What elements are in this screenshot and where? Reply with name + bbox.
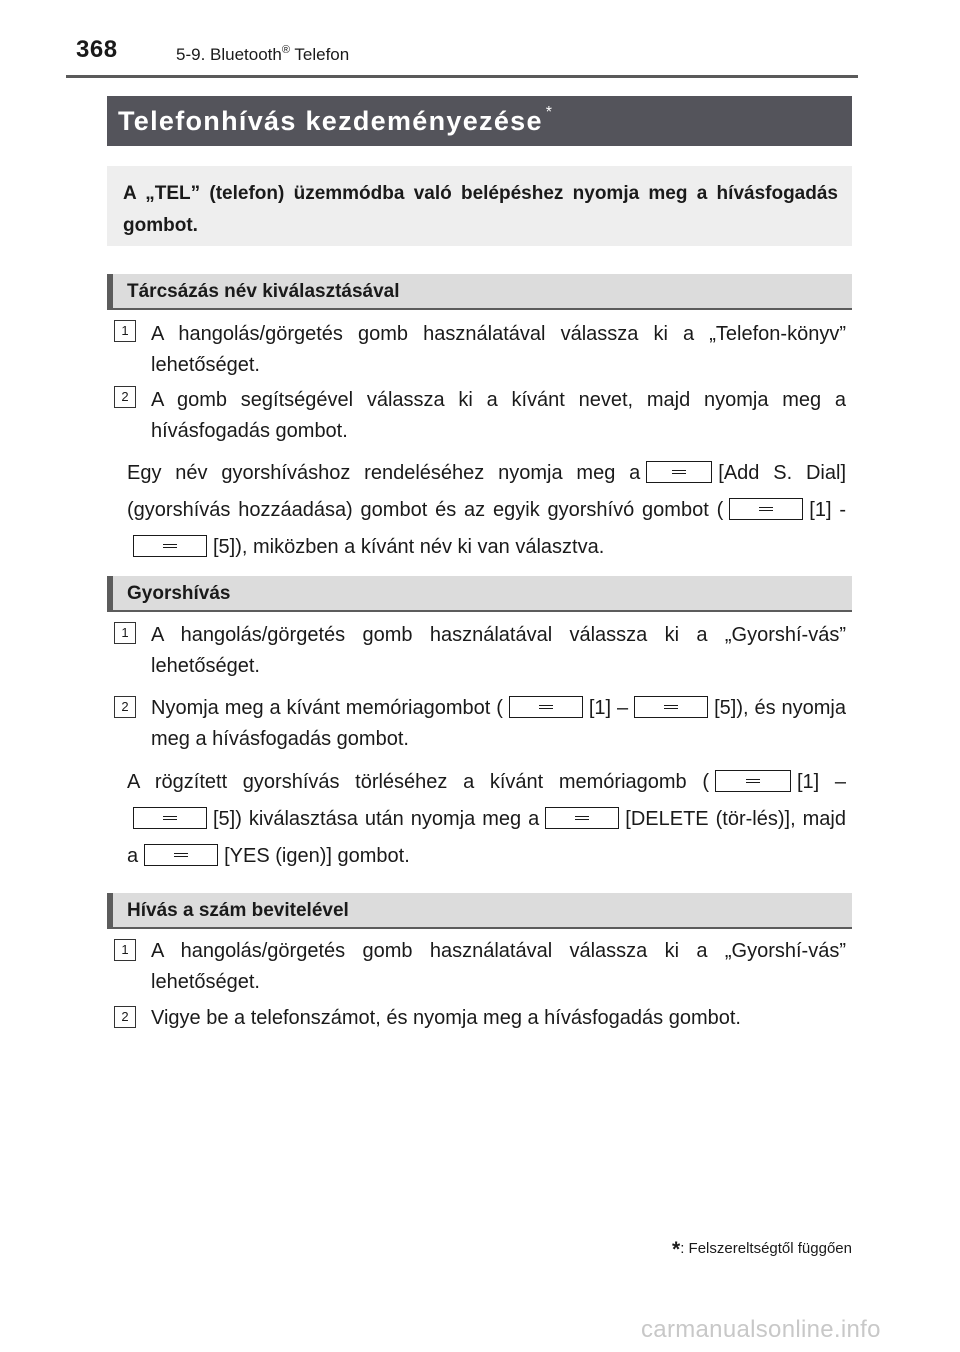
preset-button-5-icon <box>634 696 708 718</box>
step-number: 1 <box>114 320 136 342</box>
registered-mark: ® <box>281 44 290 56</box>
breadcrumb-suffix: Telefon <box>289 45 350 64</box>
watermark: carmanualsonline.info <box>641 1316 881 1343</box>
preset-button-5-icon <box>133 807 207 829</box>
preset-button-1-icon <box>729 498 803 520</box>
preset-button-5-icon <box>133 535 207 557</box>
page-number: 368 <box>76 36 118 63</box>
breadcrumb-text: 5-9. Bluetooth <box>176 45 282 64</box>
add-speed-dial-button-icon <box>646 461 712 483</box>
step-text-part: Nyomja meg a kívánt memóriagombot ( <box>151 697 503 719</box>
page-title-text: Telefonhívás kezdeményezése <box>118 106 543 136</box>
step-number: 2 <box>114 696 136 718</box>
step-text: A hangolás/görgetés gomb használatával válassza ki a „Gyorshí-vás” lehetőséget. <box>151 624 846 677</box>
footnote-text: : Felszereltségtől függően <box>680 1240 852 1257</box>
section-heading-number-entry: Hívás a szám bevitelével <box>107 893 852 929</box>
step-text: A gomb segítségével válassza ki a kívánt nevet, majd nyomja meg a hívásfogadás gombot. <box>151 389 846 442</box>
note-text: [5]) kiválasztása után nyomja meg a <box>213 808 540 830</box>
speed-dial-delete-note <box>127 764 846 875</box>
breadcrumb <box>176 44 349 65</box>
note-text: A rögzített gyorshívás törléséhez a kívánt memóriagomb ( <box>127 771 709 793</box>
asterisk-icon: * <box>672 1238 681 1261</box>
step-text: Vigye be a telefonszámot, és nyomja meg a hívásfogadás gombot. <box>151 1007 741 1029</box>
step-text-part: [5]), és nyomja meg a hívásfogadás gombot. <box>151 697 846 750</box>
step-text <box>151 693 846 755</box>
section-heading-name-dial: Tárcsázás név kiválasztásával <box>107 274 852 310</box>
note-text: [1] - <box>809 499 846 521</box>
speed-dial-assign-note <box>127 455 846 566</box>
footnote <box>640 1238 852 1262</box>
header-rule <box>66 75 858 78</box>
step-text-part: [1] – <box>588 697 629 719</box>
note-text: [DELETE (tör-lés)], majd a <box>127 808 846 867</box>
step-number: 1 <box>114 622 136 644</box>
note-text: Egy név gyorshíváshoz rendeléséhez nyomja meg a <box>127 462 641 484</box>
page-title <box>107 96 852 146</box>
delete-button-icon <box>545 807 619 829</box>
section-heading-speed-dial: Gyorshívás <box>107 576 852 612</box>
step-text: A hangolás/görgetés gomb használatával válassza ki a „Gyorshí-vás” lehetőséget. <box>151 940 846 993</box>
yes-button-icon <box>144 844 218 866</box>
note-text: [YES (igen)] gombot. <box>224 845 410 867</box>
note-text: [1] – <box>796 771 846 793</box>
step-number: 2 <box>114 1006 136 1028</box>
preset-button-1-icon <box>715 770 791 792</box>
preset-button-1-icon <box>509 696 583 718</box>
note-text: [5]), miközben a kívánt név ki van választva. <box>213 536 605 558</box>
step-text: A hangolás/görgetés gomb használatával válassza ki a „Telefon-könyv” lehetőséget. <box>151 323 846 376</box>
step-number: 2 <box>114 386 136 408</box>
note-text: [Add S. Dial] (gyorshívás hozzáadása) gombot és az egyik gyorshívó gombot ( <box>127 462 847 521</box>
optional-equipment-marker: * <box>545 104 553 121</box>
intro-box: A „TEL” (telefon) üzemmódba való belépéshez nyomja meg a hívásfogadás gombot. <box>107 166 852 246</box>
step-number: 1 <box>114 939 136 961</box>
